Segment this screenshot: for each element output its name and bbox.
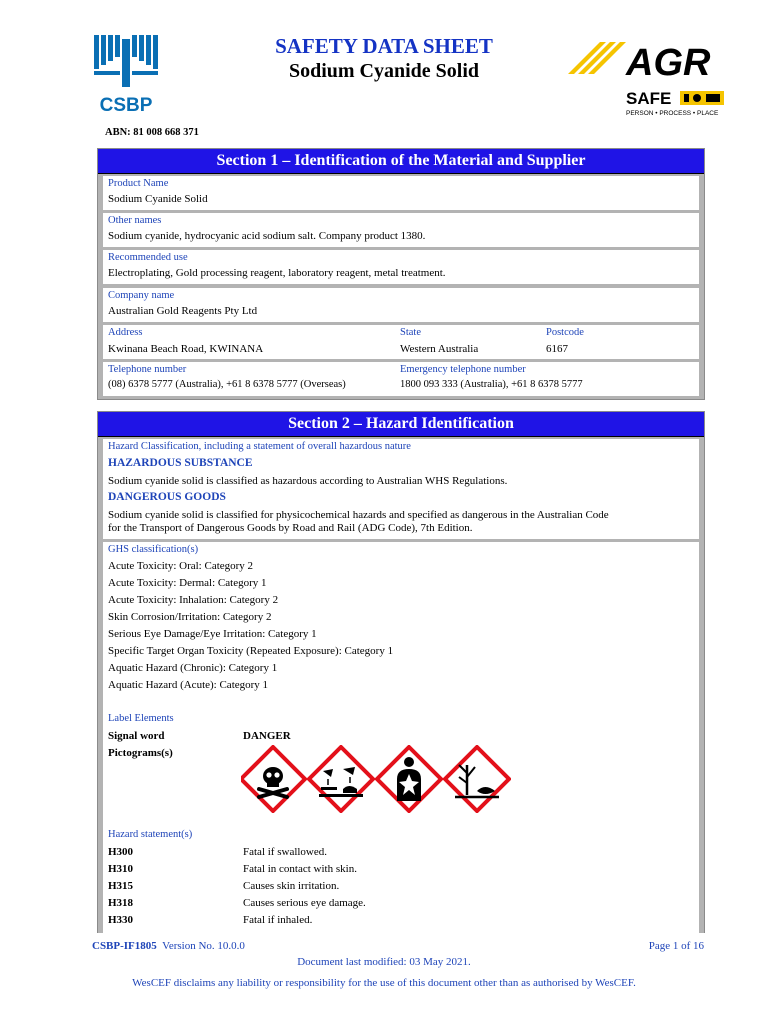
document-subtitle: Sodium Cyanide Solid <box>288 60 480 82</box>
product-name-value: Sodium Cyanide Solid <box>108 193 208 205</box>
dangerous-goods-text-line2: for the Transport of Dangerous Goods by Road and Rail (ADG Code), 7th Edition. <box>108 522 473 534</box>
address-box <box>103 325 699 359</box>
other-names-box <box>103 213 699 247</box>
hazard-classification-box <box>103 439 699 539</box>
product-name-label: Product Name <box>108 178 169 189</box>
product-name-box <box>103 176 699 210</box>
hazard-code: H300 <box>108 846 134 858</box>
hazard-classification-label: Hazard Classification, including a statement of overall hazardous nature <box>108 441 411 452</box>
telephone-box <box>103 362 699 396</box>
emergency-telephone-label: Emergency telephone number <box>400 364 526 375</box>
signal-word-label: Signal word <box>108 730 165 742</box>
section-2-heading: Section 2 – Hazard Identification <box>98 412 704 437</box>
state-label: State <box>400 327 421 338</box>
emergency-telephone-value: 1800 093 333 (Australia), +61 8 6378 5777 <box>400 379 583 390</box>
health-hazard-icon <box>377 747 441 811</box>
safe-logo-text: SAFE <box>626 89 672 108</box>
ghs-item: Acute Toxicity: Dermal: Category 1 <box>108 577 267 589</box>
csbp-logo-text: CSBP <box>99 95 153 115</box>
abn-number: ABN: 81 008 668 371 <box>105 127 199 138</box>
hazard-text: Fatal if swallowed. <box>243 846 328 858</box>
postcode-label: Postcode <box>546 327 584 338</box>
recommended-use-value: Electroplating, Gold processing reagent, laboratory reagent, metal treatment. <box>108 267 446 279</box>
hazard-code: H310 <box>108 863 134 875</box>
safe-tagline: PERSON • PROCESS • PLACE <box>626 110 719 117</box>
hazard-text: Causes serious eye damage. <box>243 897 366 909</box>
corrosion-icon <box>309 747 373 811</box>
ghs-item: Specific Target Organ Toxicity (Repeated Exposure): Category 1 <box>108 645 394 657</box>
ghs-item: Aquatic Hazard (Chronic): Category 1 <box>108 662 278 674</box>
disclaimer: WesCEF disclaims any liability or responsibility for the use of this document other than as authorised by WesCEF. <box>132 977 636 989</box>
skull-crossbones-icon <box>241 747 305 811</box>
hazard-code: H330 <box>108 914 134 926</box>
doc-code: CSBP-IF1805 <box>92 940 157 952</box>
ghs-item: Aquatic Hazard (Acute): Category 1 <box>108 679 269 691</box>
doc-version: Version No. 10.0.0 <box>162 940 245 952</box>
page-number: Page 1 of 16 <box>648 940 704 952</box>
hazardous-substance-text: Sodium cyanide solid is classified as hazardous according to Australian WHS Regulations. <box>108 475 508 487</box>
section-1-identification <box>97 148 705 400</box>
hazard-code: H315 <box>108 880 134 892</box>
hazard-text: Causes skin irritation. <box>243 880 340 892</box>
signal-word-value: DANGER <box>243 730 291 742</box>
telephone-value: (08) 6378 5777 (Australia), +61 8 6378 5777 (Overseas) <box>108 379 346 390</box>
telephone-label: Telephone number <box>108 364 187 375</box>
hazard-code: H318 <box>108 897 134 909</box>
pictograms-label: Pictograms(s) <box>108 747 173 759</box>
aga-logo <box>566 38 728 82</box>
ghs-item: Serious Eye Damage/Eye Irritation: Category 1 <box>108 628 317 640</box>
footer-doc-code <box>92 940 245 952</box>
dangerous-goods-heading: DANGEROUS GOODS <box>108 491 226 503</box>
address-label: Address <box>108 327 143 338</box>
state-value: Western Australia <box>400 343 479 355</box>
ghs-item: Skin Corrosion/Irritation: Category 2 <box>108 611 272 623</box>
aga-logo-text: AGR <box>626 42 711 82</box>
safe-logo <box>626 88 726 118</box>
hazardous-substance-heading: HAZARDOUS SUBSTANCE <box>108 457 253 469</box>
section-2-hazard-identification <box>97 411 705 933</box>
postcode-value: 6167 <box>546 343 568 355</box>
company-name-label: Company name <box>108 290 175 301</box>
ghs-classification-label: GHS classification(s) <box>108 544 199 555</box>
dangerous-goods-text-line1: Sodium cyanide solid is classified for physicochemical hazards and specified as dangerous in the Australian Code <box>108 509 609 521</box>
hazard-text: Fatal in contact with skin. <box>243 863 357 875</box>
hazard-text: Fatal if inhaled. <box>243 914 313 926</box>
section-1-heading: Section 1 – Identification of the Material and Supplier <box>98 149 704 174</box>
address-value: Kwinana Beach Road, KWINANA <box>108 343 264 355</box>
ghs-item: Acute Toxicity: Inhalation: Category 2 <box>108 594 279 606</box>
document-title: SAFETY DATA SHEET <box>275 34 493 58</box>
company-name-box <box>103 288 699 322</box>
pictogram-row <box>241 745 511 813</box>
other-names-value: Sodium cyanide, hydrocyanic acid sodium salt. Company product 1380. <box>108 230 426 242</box>
recommended-use-box <box>103 250 699 284</box>
ghs-item: Acute Toxicity: Oral: Category 2 <box>108 560 254 572</box>
ghs-box <box>103 542 699 934</box>
company-name-value: Australian Gold Reagents Pty Ltd <box>108 305 258 317</box>
label-elements-label: Label Elements <box>108 713 174 724</box>
recommended-use-label: Recommended use <box>108 252 188 263</box>
last-modified: Document last modified: 03 May 2021. <box>297 956 471 968</box>
environment-icon <box>445 747 509 811</box>
hazard-statements-label: Hazard statement(s) <box>108 829 193 840</box>
other-names-label: Other names <box>108 215 162 226</box>
